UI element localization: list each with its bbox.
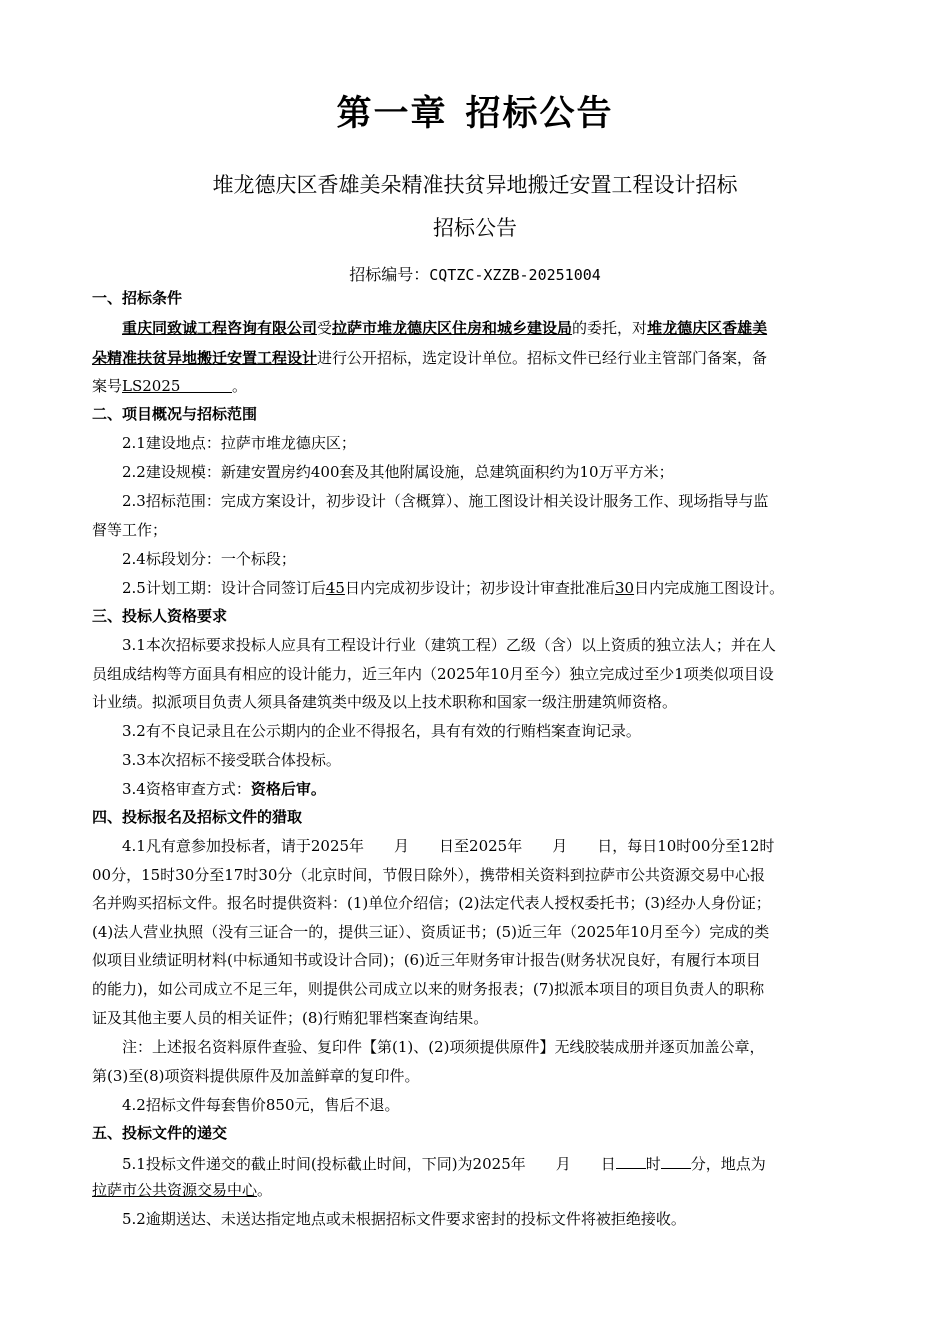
record-number-field <box>122 376 232 393</box>
record-number: LS2025 <box>122 377 181 395</box>
days-preliminary: 45 <box>325 579 345 597</box>
s3-p1-line-3: 计业绩。拟派项目负责人须具备建筑类中级及以上技术职称和国家一级注册建筑师资格。 <box>92 693 678 711</box>
notice-title: 招标公告 <box>433 216 517 240</box>
s4-line-3: 名并购买招标文件。报名时提供资料：(1)单位介绍信；(2)法定代表人授权委托书；(3)经办人身份证； <box>92 894 771 912</box>
tender-code-label: 招标编号： <box>349 265 430 284</box>
s4-line-7: 证及其他主要人员的相关证件；(8)行贿犯罪档案查询结果。 <box>92 1009 489 1027</box>
s1-text: 。 <box>232 377 248 395</box>
s3-text: 3.4资格审查方式： <box>122 780 251 798</box>
chapter-name: 招标公告 <box>465 94 614 134</box>
minute-blank <box>661 1152 691 1169</box>
s5-text: 。 <box>257 1181 273 1199</box>
s2-item-3-cont: 督等工作； <box>92 521 168 539</box>
owner-name: 拉萨市堆龙德庆区住房和城乡建设局 <box>332 319 573 337</box>
s3-p1-line-1: 3.1本次招标要求投标人应具有工程设计行业（建筑工程）乙级（含）以上资质的独立法人；并在人 <box>122 636 776 654</box>
agent-name: 重庆同致诚工程咨询有限公司 <box>122 319 318 337</box>
review-method: 资格后审。 <box>250 780 326 798</box>
s2-text: 日内完成初步设计；初步设计审查批准后 <box>344 579 615 597</box>
s3-p3: 3.3本次招标不接受联合体投标。 <box>122 751 341 769</box>
s4-line-2: 00分，15时30分至17时30分（北京时间，节假日除外），携带相关资料到拉萨市公共资源交易中心报 <box>92 866 765 884</box>
hour-blank <box>616 1152 646 1169</box>
section-2-heading: 二、项目概况与招标范围 <box>92 405 258 423</box>
s3-p4 <box>122 779 326 799</box>
chapter-title <box>0 86 950 136</box>
tender-code-value: CQTZC-XZZB-20251004 <box>429 266 601 284</box>
s1-text: 受 <box>317 319 333 337</box>
submission-venue: 拉萨市公共资源交易中心 <box>92 1181 258 1199</box>
s2-item-3: 2.3招标范围：完成方案设计，初步设计（含概算）、施工图设计相关设计服务工作、现场指导与监 <box>122 492 769 510</box>
s4-line-5: 似项目业绩证明材料(中标通知书或设计合同)；(6)近三年财务审计报告(财务状况良好，有履行本项目 <box>92 951 761 969</box>
record-label: 案号 <box>92 377 123 395</box>
s4-line-6: 的能力)，如公司成立不足三年，则提供公司成立以来的财务报表；(7)拟派本项目的项目负责人的职称 <box>92 980 765 998</box>
s2-item-4: 2.4标段划分：一个标段； <box>122 550 296 568</box>
s5-line-1 <box>122 1152 766 1174</box>
s4-price: 4.2招标文件每套售价850元，售后不退。 <box>122 1096 400 1114</box>
s1-text: 进行公开招标，选定设计单位。招标文件已经行业主管部门备案，备 <box>317 349 768 367</box>
s1-line-1 <box>122 318 767 338</box>
s5-text: 5.1投标文件递交的截止时间(投标截止时间，下同)为2025年 月 日 <box>122 1155 616 1173</box>
section-1-heading: 一、招标条件 <box>92 289 183 307</box>
chapter-number: 第一章 <box>336 94 448 134</box>
s3-p1-line-2: 员组成结构等方面具有相应的设计能力，近三年内（2025年10月至今）独立完成过至少1项类似项目设 <box>92 665 774 683</box>
project-name-b: 朵精准扶贫异地搬迁安置工程设计 <box>92 349 318 367</box>
s1-line-3 <box>92 376 247 396</box>
s4-note-line-1: 注：上述报名资料原件查验、复印件【第(1)、(2)项须提供原件】无线胶装成册并逐页加盖公章， <box>122 1038 765 1056</box>
s4-note-line-2: 第(3)至(8)项资料提供原件及加盖鲜章的复印件。 <box>92 1067 420 1085</box>
s2-item-5 <box>122 578 784 598</box>
section-3-heading: 三、投标人资格要求 <box>92 607 228 625</box>
s2-item-1: 2.1建设地点：拉萨市堆龙德庆区； <box>122 434 356 452</box>
s1-text: 的委托，对 <box>572 319 648 337</box>
s4-line-1: 4.1凡有意参加投标者，请于2025年 月 日至2025年 月 日，每日10时00分至12时 <box>122 837 775 855</box>
project-name-a: 堆龙德庆区香雄美 <box>647 319 768 337</box>
project-title: 堆龙德庆区香雄美朵精准扶贫异地搬迁安置工程设计招标 <box>212 173 738 197</box>
section-4-heading: 四、投标报名及招标文件的猎取 <box>92 808 303 826</box>
s5-line-3: 5.2逾期送达、未送达指定地点或未根据招标文件要求密封的投标文件将被拒绝接收。 <box>122 1210 686 1228</box>
s5-text: 时 <box>645 1155 661 1173</box>
s2-item-2: 2.2建设规模：新建安置房约400套及其他附属设施，总建筑面积约为10万平方米； <box>122 463 674 481</box>
s2-text: 2.5计划工期：设计合同签订后 <box>122 579 326 597</box>
section-5-heading: 五、投标文件的递交 <box>92 1124 228 1142</box>
s5-line-2 <box>92 1180 272 1200</box>
tender-code <box>0 262 950 285</box>
s2-text: 日内完成施工图设计。 <box>634 579 785 597</box>
s1-line-2 <box>92 348 767 368</box>
days-construction: 30 <box>614 579 635 597</box>
s3-p2: 3.2有不良记录且在公示期内的企业不得报名，具有有效的行贿档案查询记录。 <box>122 722 641 740</box>
s5-text: 分，地点为 <box>690 1155 766 1173</box>
s4-line-4: (4)法人营业执照（没有三证合一的，提供三证）、资质证书；(5)近三年（2025年10月至今）完成的类 <box>92 923 770 941</box>
